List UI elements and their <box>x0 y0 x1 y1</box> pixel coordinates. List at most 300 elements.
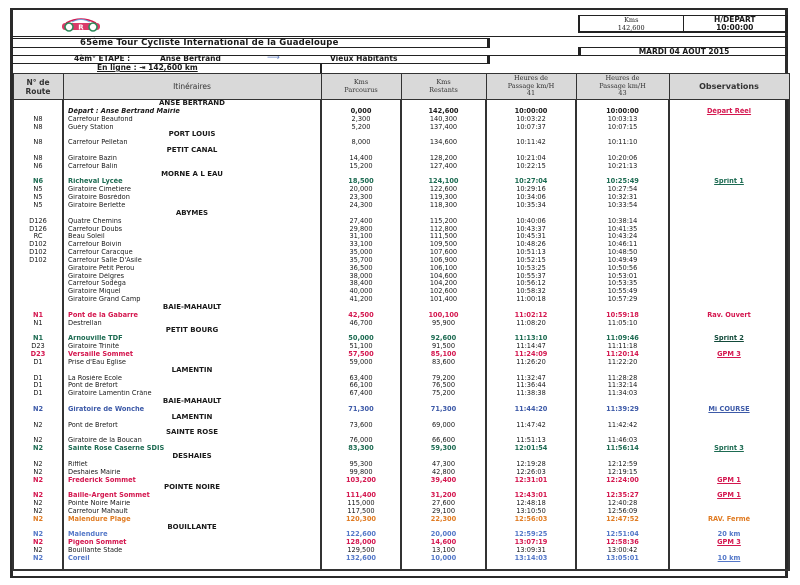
route-cell <box>13 484 63 492</box>
town-header-row <box>13 210 789 218</box>
passage-time-41: 12:56:03 <box>486 516 576 524</box>
route-number: N8 <box>13 139 63 147</box>
table-row <box>13 296 789 304</box>
observation-cell <box>669 343 789 351</box>
kms-restants: 79,200 <box>401 375 486 383</box>
route-number: N5 <box>13 194 63 202</box>
itinerary-point: Rifflet <box>63 461 321 469</box>
passage-time-41: 10:53:25 <box>486 265 576 273</box>
kms-parcourus: 38,000 <box>321 273 401 281</box>
route-cell <box>13 414 63 422</box>
passage-time-43: 11:20:14 <box>576 351 669 359</box>
passage-time-43: 11:34:03 <box>576 390 669 398</box>
kms-restants: 31,200 <box>401 492 486 500</box>
itinerary-point: Malendure Plage <box>63 516 321 524</box>
kms-restants: 100,100 <box>401 312 486 320</box>
itinerary-point: Carrefour Beaufond <box>63 116 321 124</box>
passage-time-41: 11:24:09 <box>486 351 576 359</box>
table-row <box>13 437 789 445</box>
table-row <box>13 335 789 343</box>
hdepart-value: 10:00:00 <box>716 22 754 32</box>
passage-time-43: 10:27:54 <box>576 186 669 194</box>
observation-cell <box>669 226 789 234</box>
kms-parcourus: 27,400 <box>321 218 401 226</box>
passage-time-43: 12:47:52 <box>576 516 669 524</box>
empty-cell <box>669 100 789 108</box>
table-header-row <box>13 74 789 100</box>
empty-cell <box>486 429 576 437</box>
kms-restants: 111,500 <box>401 233 486 241</box>
passage-time-43: 10:43:24 <box>576 233 669 241</box>
itinerary-point: Giratoire Petit Perou <box>63 265 321 273</box>
town-header-row <box>13 147 789 155</box>
observation-cell <box>669 492 789 500</box>
kms-restants: 134,600 <box>401 139 486 147</box>
col-route: N° de Route <box>13 74 63 100</box>
route-number: N1 <box>13 312 63 320</box>
empty-cell <box>576 414 669 422</box>
passage-time-41: 12:26:03 <box>486 469 576 477</box>
town-header-row <box>13 367 789 375</box>
empty-cell <box>669 398 789 406</box>
race-title-text: 65ème Tour Cycliste International de la Guadeloupe <box>80 38 339 48</box>
kms-restants: 95,900 <box>401 320 486 328</box>
observation-label: Sprint 2 <box>714 335 744 343</box>
kms-parcourus: 120,300 <box>321 516 401 524</box>
table-row <box>13 233 789 241</box>
kms-restants: 85,100 <box>401 351 486 359</box>
passage-time-43: 10:46:11 <box>576 241 669 249</box>
passage-time-43: 11:42:42 <box>576 422 669 430</box>
itinerary-point: Giratoire Berlette <box>63 202 321 210</box>
itinerary-point: Carrefour Balin <box>63 163 321 171</box>
empty-cell <box>401 100 486 108</box>
empty-cell <box>576 100 669 108</box>
itinerary-point: Arnouville TDF <box>63 335 321 343</box>
town-name: BAIE-MAHAULT <box>63 398 321 406</box>
observation-cell <box>669 469 789 477</box>
passage-time-43: 10:59:18 <box>576 312 669 320</box>
town-name: MORNE A L EAU <box>63 171 321 179</box>
town-header-row <box>13 524 789 532</box>
route-number: N2 <box>13 516 63 524</box>
kms-restants: 42,800 <box>401 469 486 477</box>
kms-restants: 140,300 <box>401 116 486 124</box>
route-cell <box>13 453 63 461</box>
route-number: N2 <box>13 469 63 477</box>
empty-cell <box>486 210 576 218</box>
kms-parcourus: 57,500 <box>321 351 401 359</box>
route-number: N6 <box>13 178 63 186</box>
kms-restants: 112,800 <box>401 226 486 234</box>
route-cell <box>13 171 63 179</box>
table-row <box>13 516 789 524</box>
col-observations: Observations <box>669 74 789 100</box>
route-number: D1 <box>13 375 63 383</box>
passage-time-43: 11:11:18 <box>576 343 669 351</box>
observation-cell <box>669 531 789 539</box>
empty-cell <box>321 171 401 179</box>
route-cell <box>13 147 63 155</box>
observation-cell <box>669 265 789 273</box>
passage-time-43: 11:05:10 <box>576 320 669 328</box>
col-itineraires: Itinéraires <box>63 74 321 100</box>
observation-cell <box>669 257 789 265</box>
divider <box>12 55 788 56</box>
observation-cell <box>669 351 789 359</box>
observation-cell <box>669 155 789 163</box>
town-name: PORT LOUIS <box>63 131 321 139</box>
kms-restants: 124,100 <box>401 178 486 186</box>
kms-parcourus: 99,800 <box>321 469 401 477</box>
passage-time-41: 12:01:54 <box>486 445 576 453</box>
passage-time-41: 11:51:13 <box>486 437 576 445</box>
passage-time-41: 10:07:37 <box>486 124 576 132</box>
kms-parcourus: 5,200 <box>321 124 401 132</box>
table-row <box>13 186 789 194</box>
table-row <box>13 218 789 226</box>
kms-parcourus: 103,200 <box>321 477 401 485</box>
observation-cell <box>669 178 789 186</box>
kms-restants: 14,600 <box>401 539 486 547</box>
passage-time-43: 12:56:09 <box>576 508 669 516</box>
passage-time-43: 11:32:14 <box>576 382 669 390</box>
town-name: LAMENTIN <box>63 367 321 375</box>
itinerary-point: Giratoire Bosrédon <box>63 194 321 202</box>
itinerary-point: Carrefour Mahault <box>63 508 321 516</box>
observation-cell <box>669 500 789 508</box>
itinerary-point: Baille-Argent Sommet <box>63 492 321 500</box>
kms-parcourus: 95,300 <box>321 461 401 469</box>
observation-cell <box>669 320 789 328</box>
kms-restants: 106,900 <box>401 257 486 265</box>
table-row <box>13 273 789 281</box>
kms-restants: 118,300 <box>401 202 486 210</box>
observation-cell <box>669 218 789 226</box>
kms-parcourus: 38,400 <box>321 280 401 288</box>
observation-cell <box>669 288 789 296</box>
table-row <box>13 461 789 469</box>
empty-cell <box>669 524 789 532</box>
observation-cell <box>669 280 789 288</box>
route-number: D126 <box>13 218 63 226</box>
route-cell <box>13 524 63 532</box>
total-kms-cell <box>580 16 683 31</box>
passage-time-41: 10:40:06 <box>486 218 576 226</box>
passage-time-41: 12:31:01 <box>486 477 576 485</box>
route-number: N2 <box>13 547 63 555</box>
kms-parcourus: 129,500 <box>321 547 401 555</box>
route-cell <box>13 367 63 375</box>
town-header-row <box>13 171 789 179</box>
passage-time-41: 10:22:15 <box>486 163 576 171</box>
passage-time-41: 10:35:34 <box>486 202 576 210</box>
empty-cell <box>401 327 486 335</box>
observation-label: GPM 1 <box>717 476 741 484</box>
empty-cell <box>669 367 789 375</box>
empty-cell <box>321 367 401 375</box>
empty-cell <box>401 304 486 312</box>
svg-text:R: R <box>78 23 84 32</box>
table-row <box>13 139 789 147</box>
kms-parcourus: 50,000 <box>321 335 401 343</box>
observation-cell <box>669 390 789 398</box>
route-number: N2 <box>13 555 63 570</box>
start-time-cell <box>683 16 787 31</box>
kms-parcourus: 51,100 <box>321 343 401 351</box>
kms-restants: 69,000 <box>401 422 486 430</box>
arrow-right-icon: ⟶ <box>267 53 280 63</box>
race-date: MARDI 04 AOUT 2015 <box>578 47 788 56</box>
passage-time-41: 11:26:20 <box>486 359 576 367</box>
route-number: N2 <box>13 422 63 430</box>
table-row <box>13 116 789 124</box>
passage-time-43: 12:35:27 <box>576 492 669 500</box>
passage-time-41: 11:47:42 <box>486 422 576 430</box>
kms-restants: 83,600 <box>401 359 486 367</box>
route-number: D1 <box>13 359 63 367</box>
itinerary-point: Pigeon Sommet <box>63 539 321 547</box>
empty-cell <box>669 429 789 437</box>
passage-time-43: 10:21:13 <box>576 163 669 171</box>
empty-cell <box>486 131 576 139</box>
route-number <box>13 108 63 116</box>
empty-cell <box>401 453 486 461</box>
empty-cell <box>401 147 486 155</box>
passage-time-41: 10:27:04 <box>486 178 576 186</box>
kms-restants: 106,100 <box>401 265 486 273</box>
route-cell <box>13 210 63 218</box>
table-row <box>13 477 789 485</box>
table-row <box>13 163 789 171</box>
passage-time-43: 11:28:28 <box>576 375 669 383</box>
empty-cell <box>486 398 576 406</box>
table-row <box>13 422 789 430</box>
table-row <box>13 351 789 359</box>
itinerary-point: Deshaies Mairie <box>63 469 321 477</box>
observation-label: GPM 3 <box>717 351 741 358</box>
route-cell <box>13 304 63 312</box>
town-header-row <box>13 398 789 406</box>
table-row <box>13 531 789 539</box>
passage-time-41: 11:02:12 <box>486 312 576 320</box>
table-row <box>13 124 789 132</box>
route-number: D126 <box>13 226 63 234</box>
distance-start-box <box>578 15 788 33</box>
kms-restants: 128,200 <box>401 155 486 163</box>
itinerary-point: Pont de Brefort <box>63 422 321 430</box>
observation-cell <box>669 233 789 241</box>
kms-parcourus: 20,000 <box>321 186 401 194</box>
empty-cell <box>321 131 401 139</box>
passage-time-41: 11:32:47 <box>486 375 576 383</box>
kms-restants: 29,100 <box>401 508 486 516</box>
empty-cell <box>401 171 486 179</box>
itinerary-point: Giratoire Trinité <box>63 343 321 351</box>
itinerary-point: Giratoire Cimetiere <box>63 186 321 194</box>
passage-time-43: 10:41:35 <box>576 226 669 234</box>
passage-time-43: 11:46:03 <box>576 437 669 445</box>
passage-time-43: 12:12:59 <box>576 461 669 469</box>
empty-cell <box>321 100 401 108</box>
table-row <box>13 500 789 508</box>
table-row <box>13 406 789 414</box>
observation-cell <box>669 422 789 430</box>
kms-parcourus: 83,300 <box>321 445 401 453</box>
kms-value: 142,600 <box>617 23 645 32</box>
empty-cell <box>576 131 669 139</box>
passage-time-43: 10:53:35 <box>576 280 669 288</box>
passage-time-41: 10:03:22 <box>486 116 576 124</box>
town-name: DESHAIES <box>63 453 321 461</box>
kms-parcourus: 76,000 <box>321 437 401 445</box>
route-number: N2 <box>13 406 63 414</box>
route-number: D102 <box>13 257 63 265</box>
passage-time-43: 12:51:04 <box>576 531 669 539</box>
route-number: N5 <box>13 186 63 194</box>
observation-label: Mi COURSE <box>708 405 750 413</box>
kms-restants: 101,400 <box>401 296 486 304</box>
empty-cell <box>486 147 576 155</box>
table-row <box>13 288 789 296</box>
passage-time-41: 13:09:31 <box>486 547 576 555</box>
table-row <box>13 445 789 453</box>
kms-restants: 27,600 <box>401 500 486 508</box>
route-number: N2 <box>13 492 63 500</box>
route-cell <box>13 429 63 437</box>
observation-cell <box>669 359 789 367</box>
passage-time-43: 10:20:06 <box>576 155 669 163</box>
observation-cell <box>669 516 789 524</box>
kms-parcourus: 31,100 <box>321 233 401 241</box>
divider <box>12 36 788 37</box>
kms-restants: 39,400 <box>401 477 486 485</box>
kms-parcourus: 132,600 <box>321 555 401 570</box>
empty-cell <box>321 453 401 461</box>
stage-line <box>12 55 490 64</box>
kms-parcourus: 33,100 <box>321 241 401 249</box>
passage-time-43: 10:53:01 <box>576 273 669 281</box>
kms-restants: 59,300 <box>401 445 486 453</box>
itinerary-point: Guéry Station <box>63 124 321 132</box>
town-name: BOUILLANTE <box>63 524 321 532</box>
kms-parcourus: 73,600 <box>321 422 401 430</box>
kms-restants: 47,300 <box>401 461 486 469</box>
kms-parcourus: 35,700 <box>321 257 401 265</box>
observation-cell <box>669 335 789 343</box>
passage-time-43: 10:03:13 <box>576 116 669 124</box>
kms-restants: 66,600 <box>401 437 486 445</box>
passage-time-43: 11:39:29 <box>576 406 669 414</box>
passage-time-41: 10:55:37 <box>486 273 576 281</box>
empty-cell <box>321 210 401 218</box>
town-name: PETIT BOURG <box>63 327 321 335</box>
kms-parcourus: 40,000 <box>321 288 401 296</box>
route-number: N2 <box>13 445 63 453</box>
table-row <box>13 226 789 234</box>
empty-cell <box>576 484 669 492</box>
itinerary-point: Carrefour Pelletan <box>63 139 321 147</box>
empty-cell <box>486 367 576 375</box>
observation-label: 10 km <box>717 554 741 562</box>
empty-cell <box>576 304 669 312</box>
route-number: D102 <box>13 241 63 249</box>
table-row <box>13 312 789 320</box>
kms-parcourus: 41,200 <box>321 296 401 304</box>
passage-time-43: 10:25:49 <box>576 178 669 186</box>
empty-cell <box>401 524 486 532</box>
route-number <box>13 273 63 281</box>
passage-time-43: 12:40:28 <box>576 500 669 508</box>
observation-label: GPM 1 <box>717 492 741 500</box>
passage-time-43: 12:58:36 <box>576 539 669 547</box>
kms-restants: 13,100 <box>401 547 486 555</box>
kms-parcourus: 117,500 <box>321 508 401 516</box>
empty-cell <box>486 304 576 312</box>
table-row <box>13 382 789 390</box>
observation-label: Sprint 3 <box>714 445 744 453</box>
itinerary-point: Carrefour Doubs <box>63 226 321 234</box>
observation-cell <box>669 124 789 132</box>
town-header-row <box>13 131 789 139</box>
table-row <box>13 257 789 265</box>
passage-time-41: 11:38:38 <box>486 390 576 398</box>
itinerary-point: Frederick Sommet <box>63 477 321 485</box>
empty-cell <box>669 453 789 461</box>
table-row <box>13 265 789 273</box>
table-row <box>13 539 789 547</box>
itinerary-point: Pont de Bréfort <box>63 382 321 390</box>
observation-cell <box>669 163 789 171</box>
empty-cell <box>576 524 669 532</box>
town-name: ANSE BERTRAND <box>63 100 321 108</box>
observation-cell <box>669 312 789 320</box>
route-cell <box>13 398 63 406</box>
itinerary-point: Beau Soleil <box>63 233 321 241</box>
route-number <box>13 288 63 296</box>
route-number <box>13 296 63 304</box>
town-header-row <box>13 484 789 492</box>
observation-cell <box>669 202 789 210</box>
itinerary-point: Versaille Sommet <box>63 351 321 359</box>
kms-parcourus: 23,300 <box>321 194 401 202</box>
empty-cell <box>321 147 401 155</box>
observation-cell <box>669 539 789 547</box>
passage-time-43: 10:50:56 <box>576 265 669 273</box>
route-number: N5 <box>13 202 63 210</box>
kms-restants: 76,500 <box>401 382 486 390</box>
kms-parcourus: 0,000 <box>321 108 401 116</box>
table-row <box>13 194 789 202</box>
empty-cell <box>669 327 789 335</box>
itinerary-point: Giratoire Grand Camp <box>63 296 321 304</box>
kms-restants: 10,000 <box>401 555 486 570</box>
observation-cell <box>669 249 789 257</box>
empty-cell <box>401 414 486 422</box>
empty-cell <box>576 147 669 155</box>
kms-parcourus: 36,500 <box>321 265 401 273</box>
observation-cell <box>669 461 789 469</box>
observation-cell <box>669 445 789 453</box>
observation-cell <box>669 382 789 390</box>
empty-cell <box>669 414 789 422</box>
empty-cell <box>486 453 576 461</box>
kms-parcourus: 24,300 <box>321 202 401 210</box>
empty-cell <box>576 398 669 406</box>
passage-time-43: 10:11:10 <box>576 139 669 147</box>
itinerary-point: Quatre Chemins <box>63 218 321 226</box>
itinerary-point: Giratoire Bazin <box>63 155 321 163</box>
